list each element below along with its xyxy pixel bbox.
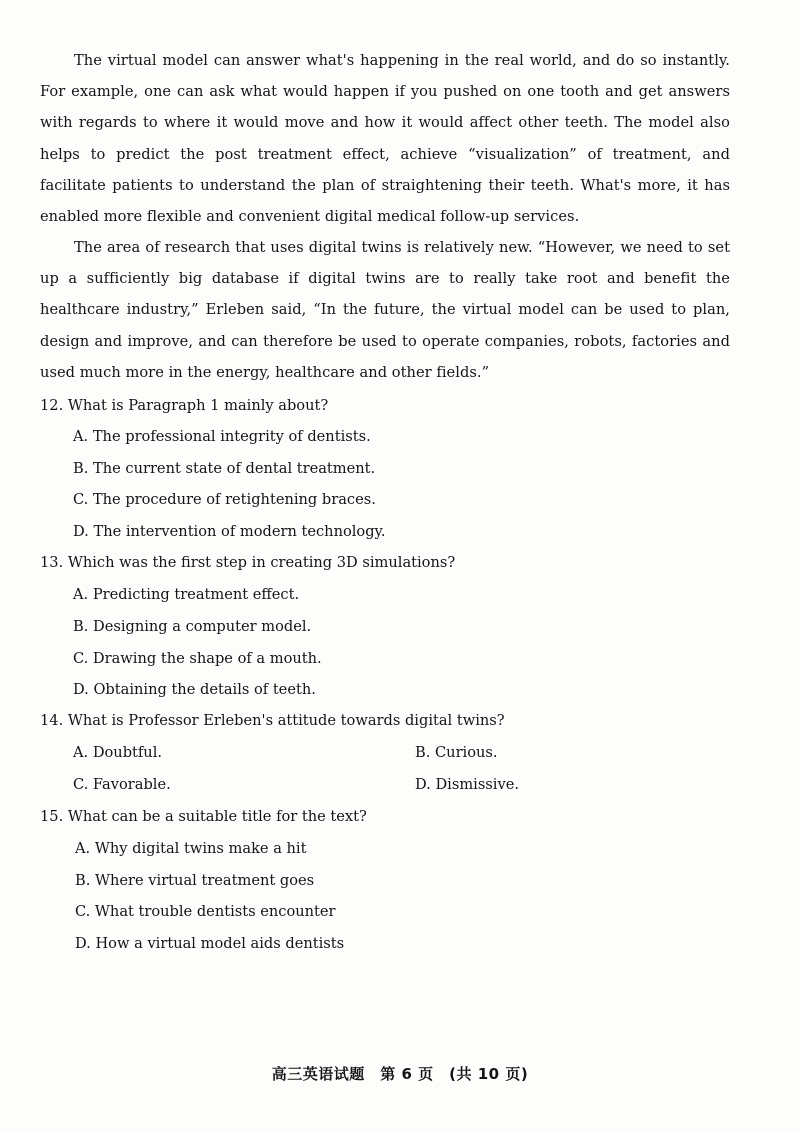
answer-option: D. How a virtual model aids dentists — [75, 935, 345, 952]
answer-option: A. Doubtful. — [73, 744, 163, 761]
question-stem: 13. Which was the first step in creating 3D simulations? — [40, 554, 456, 571]
answer-option: C. Drawing the shape of a mouth. — [73, 650, 322, 667]
answer-option: C. Favorable. — [73, 776, 171, 793]
question-stem: 15. What can be a suitable title for the text? — [40, 808, 367, 825]
answer-option: B. Curious. — [415, 744, 498, 761]
answer-option: D. The intervention of modern technology. — [73, 523, 386, 540]
question-stem: 12. What is Paragraph 1 mainly about? — [40, 397, 329, 414]
answer-option: B. Designing a computer model. — [73, 618, 312, 635]
answer-option: D. Obtaining the details of teeth. — [73, 681, 316, 698]
passage-paragraph: The area of research that uses digital twins is relatively new. “However, we need to set up a sufficiently big database if digital twins are to really take root and benefit the healthcare industry,” Erleben said, “In the future, the virtual model can be used to plan, design and improve, and can therefore be used to operate companies, robots, factories and used much more in the energy, healthcare and other fields.” — [40, 239, 730, 381]
answer-option: B. The current state of dental treatment. — [73, 460, 376, 477]
answer-option: A. Why digital twins make a hit — [75, 840, 307, 857]
page-footer: 高三英语试题 第 6 页 (共 10 页) — [271, 1065, 529, 1083]
answer-option: A. Predicting treatment effect. — [73, 586, 300, 603]
answer-option: C. What trouble dentists encounter — [75, 903, 336, 920]
answer-option: A. The professional integrity of dentists. — [73, 428, 371, 445]
passage-paragraph: The virtual model can answer what's happening in the real world, and do so instantly. For example, one can ask what would happen if you pushed on one tooth and get answers with regards to where it would move and how it would affect other teeth. The model also helps to predict the post treatment effect, achieve “visualization” of treatment, and facilitate patients to understand the plan of straightening their teeth. What's more, it has enabled more flexible and convenient digital medical follow-up services. — [40, 52, 730, 226]
answer-option: C. The procedure of retightening braces. — [73, 491, 376, 508]
answer-option: D. Dismissive. — [415, 776, 519, 793]
question-stem: 14. What is Professor Erleben's attitude towards digital twins? — [40, 712, 505, 729]
answer-option: B. Where virtual treatment goes — [75, 872, 315, 889]
